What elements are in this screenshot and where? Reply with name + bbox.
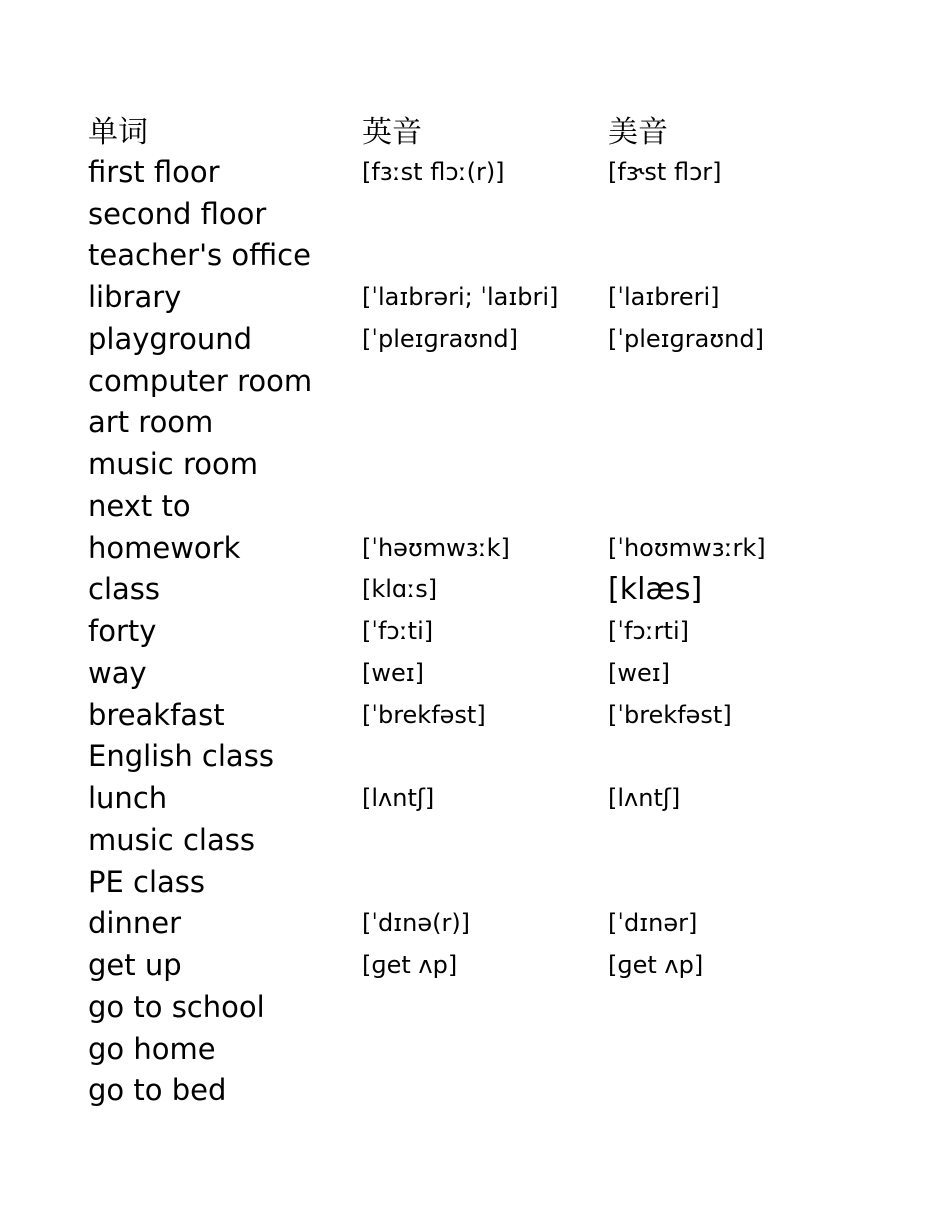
word-cell: English class bbox=[88, 739, 274, 774]
word-cell: class bbox=[88, 572, 160, 607]
table-row bbox=[88, 736, 888, 778]
us-phonetic-cell: [ˈfɔːrti] bbox=[608, 617, 689, 645]
table-row bbox=[88, 1070, 888, 1112]
word-cell: next to bbox=[88, 488, 191, 523]
uk-phonetic-cell: [lʌntʃ] bbox=[362, 784, 435, 812]
word-cell: go home bbox=[88, 1031, 216, 1066]
word-cell: library bbox=[88, 280, 182, 314]
uk-phonetic-cell: [klɑːs] bbox=[362, 575, 438, 604]
table-row bbox=[88, 569, 888, 611]
table-row bbox=[88, 862, 888, 904]
us-phonetic-cell: [fɝst flɔr] bbox=[608, 157, 722, 186]
word-cell: breakfast bbox=[88, 697, 225, 732]
uk-phonetic-cell: [ˈfɔːti] bbox=[362, 617, 434, 645]
table-row bbox=[88, 361, 888, 403]
table-row bbox=[88, 695, 888, 737]
table-row bbox=[88, 611, 888, 653]
uk-phonetic-cell: [ˈpleɪɡraʊnd] bbox=[362, 324, 518, 353]
us-phonetic-cell: [ˈpleɪɡraʊnd] bbox=[608, 324, 764, 353]
word-cell: lunch bbox=[88, 781, 168, 815]
header-word: 单词 bbox=[88, 115, 148, 150]
table-row bbox=[88, 945, 888, 987]
word-cell: way bbox=[88, 655, 147, 690]
word-cell: playground bbox=[88, 321, 253, 356]
word-cell: get up bbox=[88, 948, 182, 982]
us-phonetic-cell: [ˈdɪnər] bbox=[608, 909, 698, 938]
word-cell: music room bbox=[88, 447, 258, 481]
word-cell: go to school bbox=[88, 989, 265, 1024]
table-row bbox=[88, 277, 888, 319]
table-row bbox=[88, 486, 888, 528]
table-row bbox=[88, 235, 888, 277]
table-row bbox=[88, 444, 888, 486]
table-row bbox=[88, 319, 888, 361]
table-row bbox=[88, 820, 888, 862]
uk-phonetic-cell: [ˈdɪnə(r)] bbox=[362, 909, 471, 938]
uk-phonetic-cell: [weɪ] bbox=[362, 658, 425, 687]
table-row bbox=[88, 194, 888, 236]
word-cell: art room bbox=[88, 405, 214, 440]
us-phonetic-cell: [ˈhoʊmwɜːrk] bbox=[608, 533, 766, 562]
vocabulary-table bbox=[88, 110, 888, 1112]
word-cell: music class bbox=[88, 822, 255, 857]
us-phonetic-cell: [ˈlaɪbreri] bbox=[608, 283, 720, 311]
word-cell: first floor bbox=[88, 154, 220, 189]
us-phonetic-cell: [ɡet ʌp] bbox=[608, 951, 704, 979]
word-cell: homework bbox=[88, 530, 241, 565]
us-phonetic-cell: [weɪ] bbox=[608, 658, 671, 687]
us-phonetic-cell: [ˈbrekfəst] bbox=[608, 700, 732, 729]
word-cell: teacher's office bbox=[88, 238, 311, 273]
word-cell: computer room bbox=[88, 363, 313, 398]
word-cell: PE class bbox=[88, 864, 206, 899]
us-phonetic-cell: [klæs] bbox=[608, 572, 703, 608]
table-row bbox=[88, 903, 888, 945]
us-phonetic-cell: [lʌntʃ] bbox=[608, 784, 681, 812]
header-british-pronunciation: 英音 bbox=[362, 115, 422, 150]
uk-phonetic-cell: [ˈlaɪbrəri; ˈlaɪbri] bbox=[362, 283, 559, 311]
word-cell: forty bbox=[88, 614, 157, 648]
table-row bbox=[88, 1029, 888, 1071]
word-cell: second floor bbox=[88, 196, 267, 231]
word-cell: dinner bbox=[88, 906, 181, 941]
uk-phonetic-cell: [ˈbrekfəst] bbox=[362, 700, 486, 729]
table-row bbox=[88, 987, 888, 1029]
table-row bbox=[88, 653, 888, 695]
table-row bbox=[88, 402, 888, 444]
word-cell: go to bed bbox=[88, 1073, 227, 1108]
table-row bbox=[88, 778, 888, 820]
table-header-row bbox=[88, 110, 888, 152]
uk-phonetic-cell: [ˈhəʊmwɜːk] bbox=[362, 533, 510, 562]
uk-phonetic-cell: [fɜːst flɔː(r)] bbox=[362, 157, 505, 186]
table-row bbox=[88, 528, 888, 570]
header-american-pronunciation: 美音 bbox=[608, 115, 668, 150]
table-row bbox=[88, 152, 888, 194]
uk-phonetic-cell: [ɡet ʌp] bbox=[362, 951, 458, 979]
